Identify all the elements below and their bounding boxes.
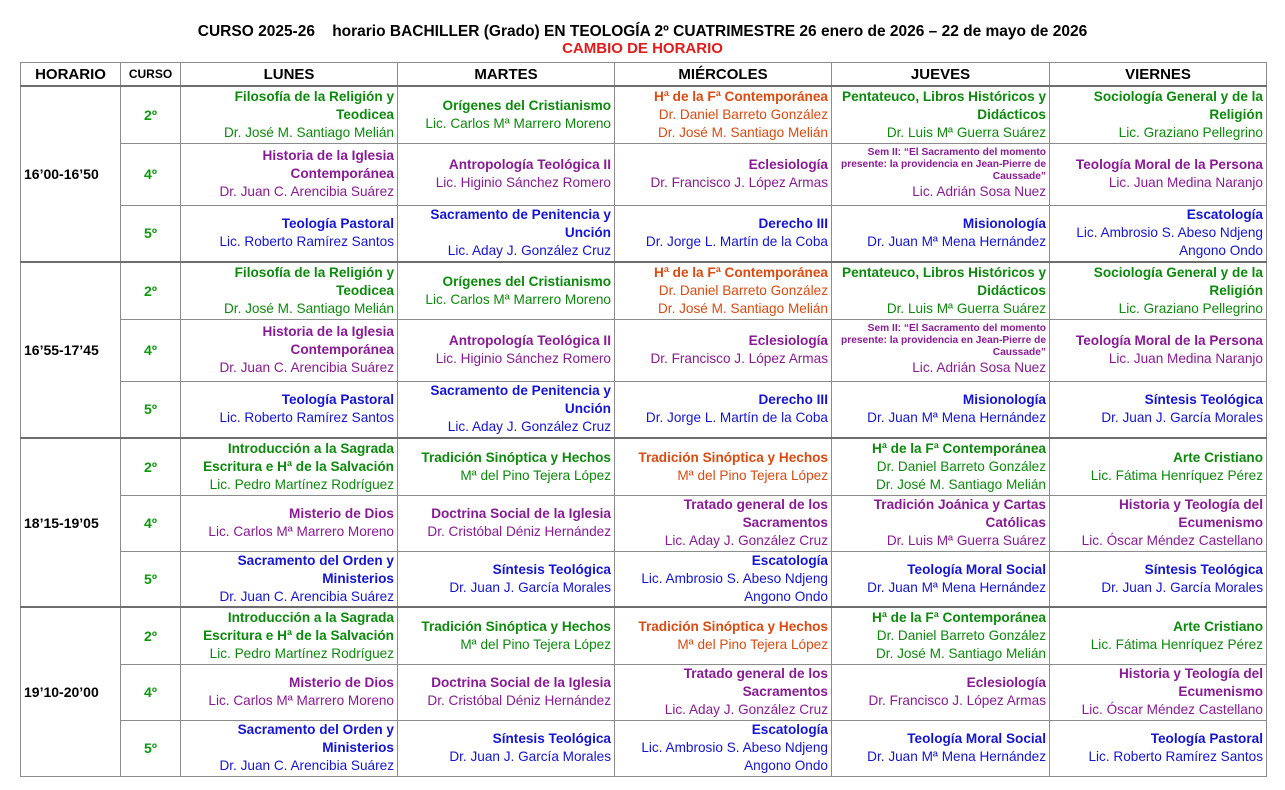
professor-name: Lic. Aday J. González Cruz: [664, 702, 828, 717]
time-slot: 16’00-16’50: [21, 86, 121, 262]
professor-name: Dr. Juan J. García Morales: [449, 579, 611, 595]
professor-name: Dr. Daniel Barreto González: [658, 282, 828, 298]
course-level: 2º: [121, 607, 181, 664]
professor-name: Lic. Juan Medina Naranjo: [1108, 351, 1263, 366]
subject-title: Teología Moral Social: [907, 561, 1046, 577]
professor-name: Lic. Carlos Mª Marrero Moreno: [425, 291, 611, 307]
subject-title: Hª de la Fª Contemporánea: [872, 609, 1046, 625]
subject-title: Derecho III: [758, 216, 828, 232]
class-cell: [615, 720, 832, 776]
course-level: 4º: [121, 664, 181, 720]
course-level: 5º: [121, 381, 181, 438]
class-cell: [832, 438, 1050, 495]
subject-title: Tratado general de los Sacramentos: [683, 497, 828, 530]
header-row: [21, 63, 1267, 87]
professor-name: Dr. Francisco J. López Armas: [868, 693, 1046, 708]
class-cell: [832, 607, 1050, 664]
subject-title: Teología Pastoral: [281, 216, 394, 232]
subject-title: Tradición Sinóptica y Hechos: [421, 449, 611, 465]
professor-name: Lic. Carlos Mª Marrero Moreno: [208, 524, 394, 539]
subject-title: Introducción a la Sagrada Escritura e Hª de la Salvación: [203, 609, 394, 643]
class-cell: [398, 86, 615, 143]
professor-name: Dr. Francisco J. López Armas: [650, 351, 828, 366]
class-cell: [181, 664, 398, 720]
class-cell: [832, 319, 1050, 381]
subject-title: Orígenes del Cristianismo: [442, 273, 611, 289]
subject-title: Introducción a la Sagrada Escritura e Hª de la Salvación: [203, 440, 394, 474]
professor-name: Lic. Roberto Ramírez Santos: [219, 234, 394, 250]
document-title: CURSO 2025-26 horario BACHILLER (Grado) EN TEOLOGÍA 2º CUATRIMESTRE 26 enero de 2026 – 22 de mayo de 2026: [197, 23, 1088, 40]
professor-name: Lic. Fátima Henríquez Pérez: [1090, 636, 1263, 652]
professor-name: Dr. José M. Santiago Melián: [657, 124, 828, 140]
subject-title: Orígenes del Cristianismo: [442, 97, 611, 113]
subject-title: Historia y Teología del Ecumenismo: [1118, 666, 1263, 699]
col-miercoles: MIÉRCOLES: [615, 63, 832, 87]
professor-name: Lic. Ambrosio S. Abeso Ndjeng Angono Ondo: [641, 740, 828, 773]
subject-title: Hª de la Fª Contemporánea: [654, 88, 828, 104]
subject-title: Tradición Sinóptica y Hechos: [638, 449, 828, 465]
class-cell: [615, 607, 832, 664]
subject-title: Síntesis Teológica: [1144, 392, 1263, 408]
professor-name: Dr. Juan C. Arencibia Suárez: [219, 758, 394, 773]
class-cell: [398, 607, 615, 664]
professor-name: Dr. Luis Mª Guerra Suárez: [886, 533, 1046, 548]
professor-name: Mª del Pino Tejera López: [677, 636, 828, 652]
subject-title: Síntesis Teológica: [1144, 561, 1263, 577]
professor-name: Dr. Jorge L. Martín de la Coba: [645, 410, 828, 426]
professor-name: Dr. Luis Mª Guerra Suárez: [886, 300, 1046, 316]
professor-name: Lic. Roberto Ramírez Santos: [1088, 749, 1263, 764]
professor-name: Lic. Higinio Sánchez Romero: [435, 175, 611, 190]
professor-name: Lic. Pedro Martínez Rodríguez: [209, 476, 394, 492]
subject-title: Tradición Sinóptica y Hechos: [421, 618, 611, 634]
professor-name: Lic. Carlos Mª Marrero Moreno: [208, 693, 394, 708]
professor-name: Lic. Óscar Méndez Castellano: [1081, 533, 1263, 548]
course-level: 5º: [121, 551, 181, 607]
course-level: 2º: [121, 86, 181, 143]
subject-title: Antropología Teológica II: [448, 157, 611, 172]
class-cell: [615, 86, 832, 143]
class-cell: [832, 551, 1050, 607]
class-cell: [1050, 607, 1267, 664]
course-level: 4º: [121, 319, 181, 381]
class-cell: [398, 143, 615, 205]
class-cell: [615, 381, 832, 438]
subject-title: Tradición Joánica y Cartas Católicas: [873, 497, 1046, 530]
table-row: [21, 607, 1267, 664]
subject-title: Escatología: [751, 552, 828, 568]
subject-title: Misterio de Dios: [289, 506, 394, 521]
professor-name: Dr. Juan Mª Mena Hernández: [867, 410, 1046, 426]
professor-name: Dr. José M. Santiago Melián: [223, 300, 394, 316]
subject-title: Pentateuco, Libros Históricos y Didácticos: [842, 88, 1046, 122]
subject-title: Teología Moral de la Persona: [1075, 157, 1263, 172]
professor-name: Lic. Aday J. González Cruz: [447, 419, 611, 435]
col-lunes: LUNES: [181, 63, 398, 87]
class-cell: [398, 495, 615, 551]
schedule-table: [20, 62, 1267, 777]
professor-name: Lic. Higinio Sánchez Romero: [435, 351, 611, 366]
col-curso: CURSO: [121, 63, 181, 87]
subject-title: Filosofía de la Religión y Teodicea: [234, 264, 394, 298]
professor-name: Dr. Jorge L. Martín de la Coba: [645, 234, 828, 250]
course-level: 5º: [121, 205, 181, 262]
table-row: [21, 262, 1267, 319]
professor-name: Lic. Pedro Martínez Rodríguez: [209, 645, 394, 661]
class-cell: [1050, 319, 1267, 381]
class-cell: [1050, 495, 1267, 551]
subject-title: Sem II: “El Sacramento del momento presente: la providencia en Jean-Pierre de Caussade”: [841, 147, 1046, 182]
subject-title: Eclesiología: [748, 157, 828, 172]
class-cell: [832, 495, 1050, 551]
class-cell: [181, 143, 398, 205]
professor-name: Dr. Juan Mª Mena Hernández: [867, 234, 1046, 250]
class-cell: [398, 720, 615, 776]
class-cell: [181, 551, 398, 607]
professor-name: Dr. Juan Mª Mena Hernández: [867, 749, 1046, 764]
class-cell: [181, 205, 398, 262]
class-cell: [1050, 205, 1267, 262]
professor-name: Dr. Francisco J. López Armas: [650, 175, 828, 190]
subject-title: Pentateuco, Libros Históricos y Didácticos: [842, 264, 1046, 298]
professor-name: Lic. Óscar Méndez Castellano: [1081, 702, 1263, 717]
professor-name: Lic. Fátima Henríquez Pérez: [1090, 467, 1263, 483]
subject-title: Sacramento del Orden y Ministerios: [237, 722, 394, 755]
subject-title: Teología Moral de la Persona: [1075, 333, 1263, 348]
professor-name: Dr. Juan J. García Morales: [1101, 410, 1263, 426]
professor-name: Dr. Daniel Barreto González: [876, 458, 1046, 474]
course-level: 4º: [121, 495, 181, 551]
time-slot: 16’55-17’45: [21, 262, 121, 438]
subject-title: Teología Pastoral: [1150, 731, 1263, 746]
professor-name: Dr. Daniel Barreto González: [876, 627, 1046, 643]
subject-title: Sem II: “El Sacramento del momento presente: la providencia en Jean-Pierre de Caussade”: [841, 323, 1046, 358]
class-cell: [615, 319, 832, 381]
class-cell: [615, 664, 832, 720]
class-cell: [832, 205, 1050, 262]
subject-title: Sociología General y de la Religión: [1093, 264, 1263, 298]
subject-title: Eclesiología: [748, 333, 828, 348]
course-level: 2º: [121, 262, 181, 319]
subject-title: Arte Cristiano: [1173, 618, 1263, 634]
subject-title: Arte Cristiano: [1173, 449, 1263, 465]
class-cell: [615, 143, 832, 205]
professor-name: Dr. Juan C. Arencibia Suárez: [219, 184, 394, 199]
table-row: [21, 438, 1267, 495]
subject-title: Sacramento de Penitencia y Unción: [430, 383, 611, 417]
course-level: 5º: [121, 720, 181, 776]
class-cell: [181, 381, 398, 438]
class-cell: [832, 664, 1050, 720]
subject-title: Tratado general de los Sacramentos: [683, 666, 828, 699]
professor-name: Dr. Juan C. Arencibia Suárez: [219, 588, 394, 604]
professor-name: Dr. Daniel Barreto González: [658, 106, 828, 122]
class-cell: [1050, 720, 1267, 776]
subject-title: Teología Pastoral: [281, 392, 394, 408]
professor-name: Mª del Pino Tejera López: [460, 467, 611, 483]
subject-title: Hª de la Fª Contemporánea: [872, 440, 1046, 456]
subject-title: Misterio de Dios: [289, 675, 394, 690]
subject-title: Tradición Sinóptica y Hechos: [638, 618, 828, 634]
professor-name: Lic. Ambrosio S. Abeso Ndjeng Angono Ondo: [1076, 225, 1263, 259]
subject-title: Doctrina Social de la Iglesia: [431, 506, 611, 521]
professor-name: Dr. José M. Santiago Melián: [223, 124, 394, 140]
class-cell: [181, 86, 398, 143]
class-cell: [832, 86, 1050, 143]
professor-name: Dr. José M. Santiago Melián: [657, 300, 828, 316]
subject-title: Síntesis Teológica: [492, 731, 611, 746]
class-cell: [398, 381, 615, 438]
professor-name: Mª del Pino Tejera López: [460, 636, 611, 652]
professor-name: Lic. Adrián Sosa Nuez: [912, 184, 1046, 199]
professor-name: Dr. Luis Mª Guerra Suárez: [886, 124, 1046, 140]
subject-title: Filosofía de la Religión y Teodicea: [234, 88, 394, 122]
subject-title: Misionología: [962, 392, 1046, 408]
professor-name: Mª del Pino Tejera López: [677, 467, 828, 483]
time-slot: 19’10-20’00: [21, 607, 121, 776]
professor-name: Lic. Graziano Pellegrino: [1118, 300, 1263, 316]
class-cell: [398, 551, 615, 607]
professor-name: Lic. Juan Medina Naranjo: [1108, 175, 1263, 190]
class-cell: [398, 664, 615, 720]
course-level: 2º: [121, 438, 181, 495]
class-cell: [832, 262, 1050, 319]
professor-name: Dr. Cristóbal Déniz Hernández: [427, 693, 611, 708]
class-cell: [181, 720, 398, 776]
document-subtitle: CAMBIO DE HORARIO: [562, 40, 723, 57]
class-cell: [181, 607, 398, 664]
subject-title: Hª de la Fª Contemporánea: [654, 264, 828, 280]
col-jueves: JUEVES: [832, 63, 1050, 87]
schedule-body: [21, 86, 1267, 776]
table-row: [21, 664, 1267, 720]
class-cell: [398, 438, 615, 495]
subject-title: Teología Moral Social: [907, 731, 1046, 746]
subject-title: Historia de la Iglesia Contemporánea: [262, 324, 394, 357]
class-cell: [615, 438, 832, 495]
class-cell: [1050, 381, 1267, 438]
col-viernes: VIERNES: [1050, 63, 1267, 87]
class-cell: [398, 262, 615, 319]
subject-title: Sacramento de Penitencia y Unción: [430, 207, 611, 241]
subject-title: Eclesiología: [966, 675, 1046, 690]
table-row: [21, 720, 1267, 776]
subject-title: Misionología: [962, 216, 1046, 232]
class-cell: [615, 262, 832, 319]
class-cell: [1050, 143, 1267, 205]
class-cell: [398, 319, 615, 381]
class-cell: [181, 495, 398, 551]
class-cell: [832, 381, 1050, 438]
time-slot: 18’15-19’05: [21, 438, 121, 607]
subject-title: Sacramento del Orden y Ministerios: [237, 552, 394, 586]
class-cell: [832, 143, 1050, 205]
subject-title: Síntesis Teológica: [492, 561, 611, 577]
document-header: [0, 22, 1285, 56]
table-row: [21, 551, 1267, 607]
col-horario: HORARIO: [21, 63, 121, 87]
class-cell: [181, 319, 398, 381]
col-martes: MARTES: [398, 63, 615, 87]
class-cell: [832, 720, 1050, 776]
course-level: 4º: [121, 143, 181, 205]
professor-name: Lic. Aday J. González Cruz: [664, 533, 828, 548]
table-row: [21, 205, 1267, 262]
professor-name: Lic. Adrián Sosa Nuez: [912, 360, 1046, 375]
professor-name: Lic. Roberto Ramírez Santos: [219, 410, 394, 426]
class-cell: [615, 495, 832, 551]
professor-name: Dr. Juan J. García Morales: [449, 749, 611, 764]
class-cell: [181, 262, 398, 319]
subject-title: Escatología: [751, 722, 828, 737]
subject-title: Historia y Teología del Ecumenismo: [1118, 497, 1263, 530]
class-cell: [1050, 86, 1267, 143]
professor-name: Lic. Ambrosio S. Abeso Ndjeng Angono Ondo: [641, 570, 828, 604]
class-cell: [181, 438, 398, 495]
table-row: [21, 143, 1267, 205]
professor-name: Lic. Carlos Mª Marrero Moreno: [425, 115, 611, 131]
class-cell: [1050, 262, 1267, 319]
class-cell: [1050, 664, 1267, 720]
subject-title: Derecho III: [758, 392, 828, 408]
subject-title: Historia de la Iglesia Contemporánea: [262, 148, 394, 181]
class-cell: [398, 205, 615, 262]
subject-title: Antropología Teológica II: [448, 333, 611, 348]
table-row: [21, 381, 1267, 438]
professor-name: Dr. Juan Mª Mena Hernández: [867, 579, 1046, 595]
subject-title: Sociología General y de la Religión: [1093, 88, 1263, 122]
class-cell: [1050, 438, 1267, 495]
table-row: [21, 495, 1267, 551]
class-cell: [615, 205, 832, 262]
class-cell: [615, 551, 832, 607]
professor-name: Dr. Juan J. García Morales: [1101, 579, 1263, 595]
professor-name: Dr. José M. Santiago Melián: [875, 645, 1046, 661]
professor-name: Dr. José M. Santiago Melián: [875, 476, 1046, 492]
professor-name: Lic. Graziano Pellegrino: [1118, 124, 1263, 140]
subject-title: Doctrina Social de la Iglesia: [431, 675, 611, 690]
professor-name: Dr. Juan C. Arencibia Suárez: [219, 360, 394, 375]
table-row: [21, 86, 1267, 143]
professor-name: Dr. Cristóbal Déniz Hernández: [427, 524, 611, 539]
table-row: [21, 319, 1267, 381]
professor-name: Lic. Aday J. González Cruz: [447, 243, 611, 259]
class-cell: [1050, 551, 1267, 607]
subject-title: Escatología: [1186, 207, 1263, 223]
